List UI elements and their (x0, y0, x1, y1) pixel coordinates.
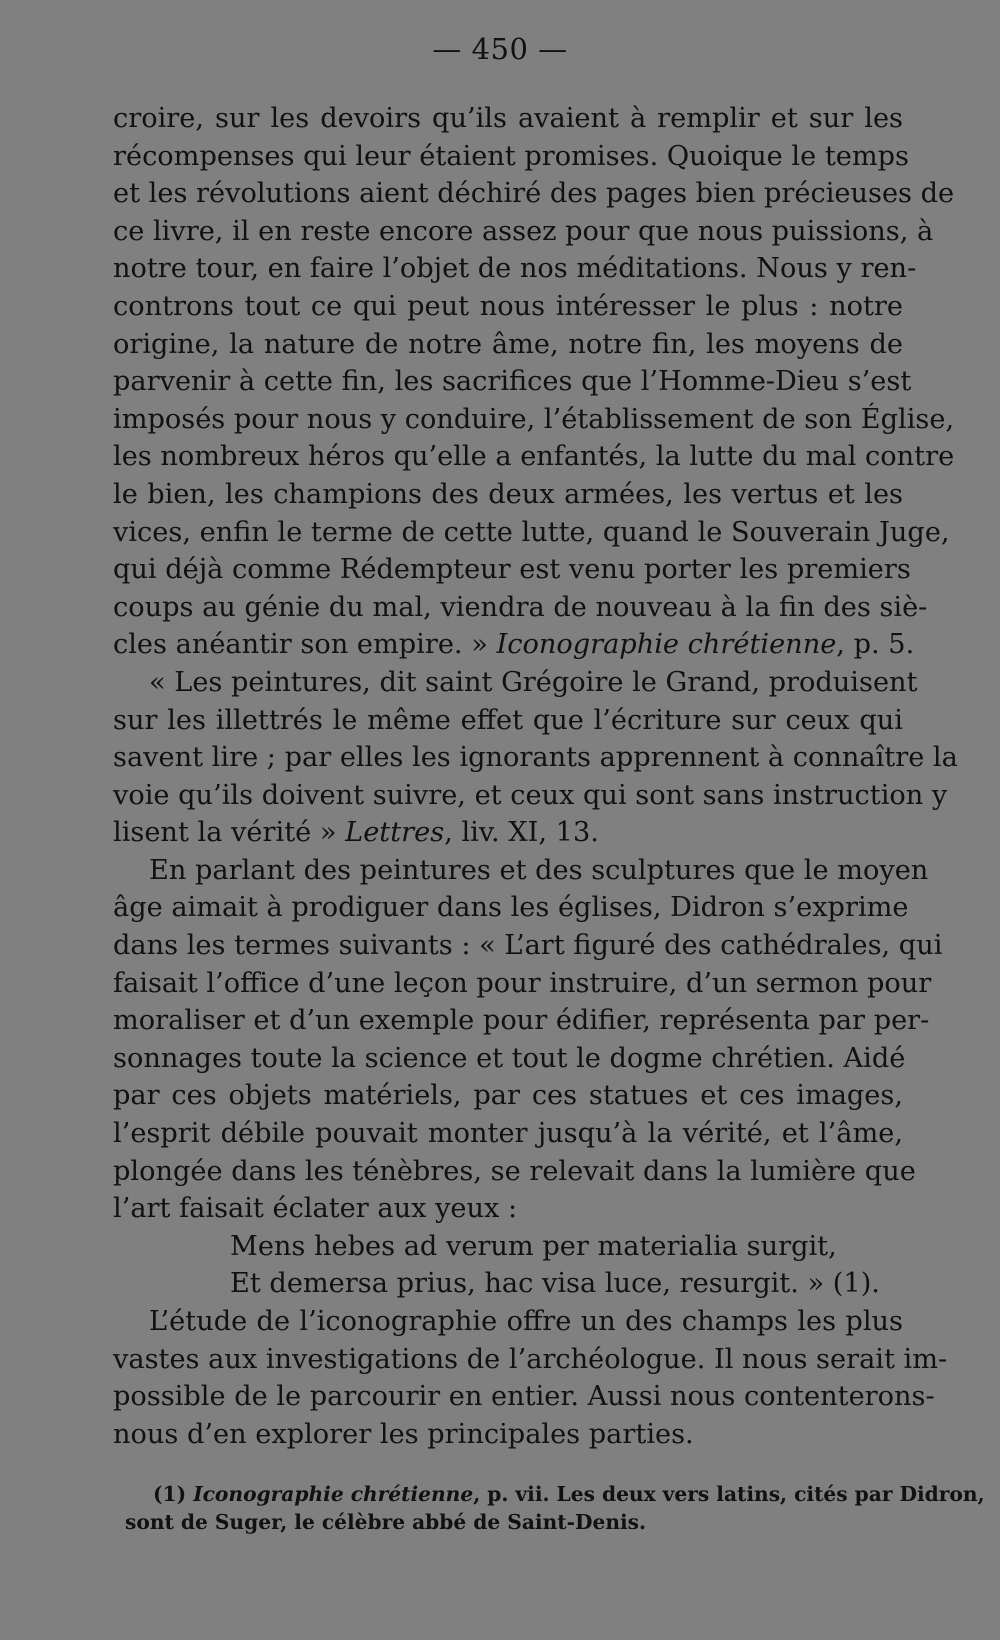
text-line: âge aimait à prodiguer dans les églises, Didron s’exprime (113, 892, 909, 924)
text-line: vastes aux investigations de l’archéologue. Il nous serait im- (113, 1343, 948, 1375)
text-line: dans les termes suivants : « L’art figuré des cathédrales, qui (113, 930, 943, 962)
text-line: imposés pour nous y conduire, l’établissement de son Église, (113, 403, 955, 435)
text-line: récompenses qui leur étaient promises. Quoique le temps (113, 140, 909, 172)
text-line: possible de le parcourir en entier. Aussi nous contenterons- (113, 1381, 935, 1413)
text-line: le bien, les champions des deux armées, les vertus et les (113, 478, 903, 510)
footnote-text: , p. vii. Les deux vers latins, cités par Didron, (473, 1482, 985, 1506)
text-line: et les révolutions aient déchiré des pages bien précieuses de (113, 178, 955, 210)
citation-title: Iconographie chrétienne (496, 629, 837, 661)
text-line: sur les illettrés le même effet que l’écriture sur ceux qui (113, 704, 903, 736)
page-number: — 450 — (432, 32, 568, 66)
text-line: moraliser et d’un exemple pour édifier, représenta par per- (113, 1005, 930, 1037)
citation-ref: , p. 5. (836, 629, 915, 661)
text-line: controns tout ce qui peut nous intéresser le plus : notre (113, 290, 903, 322)
text-line: notre tour, en faire l’objet de nos méditations. Nous y ren- (113, 253, 917, 285)
text-line: « Les peintures, dit saint Grégoire le Grand, produisent (149, 666, 918, 698)
text-line: l’art faisait éclater aux yeux : (113, 1193, 518, 1225)
text-line: ce livre, il en reste encore assez pour que nous puissions, à (113, 215, 934, 247)
text-line: voie qu’ils doivent suivre, et ceux qui sont sans instruction y (113, 779, 948, 811)
verse-line: Et demersa prius, hac visa luce, resurgit. » (1). (230, 1268, 880, 1300)
citation-ref: , liv. XI, 13. (444, 817, 599, 849)
text-line: origine, la nature de notre âme, notre fin, les moyens de (113, 328, 903, 360)
text-line: plongée dans les ténèbres, se relevait dans la lumière que (113, 1155, 916, 1187)
text-line: savent lire ; par elles les ignorants apprennent à connaître la (113, 742, 958, 774)
text-fragment: lisent la vérité » (113, 817, 346, 849)
text-line: par ces objets matériels, par ces statues et ces images, (113, 1080, 903, 1112)
text-line: parvenir à cette fin, les sacrifices que l’Homme-Dieu s’est (113, 366, 912, 398)
text-line: L’étude de l’iconographie offre un des champs les plus (149, 1306, 903, 1337)
text-line: les nombreux héros qu’elle a enfantés, la lutte du mal contre (113, 441, 955, 473)
footnote (125, 1480, 985, 1536)
text-line: coups au génie du mal, viendra de nouveau à la fin des siè- (113, 591, 928, 623)
text-fragment: cles anéantir son empire. » (113, 629, 497, 661)
footnote-line: sont de Suger, le célèbre abbé de Saint-Denis. (125, 1510, 647, 1534)
text-line: croire, sur les devoirs qu’ils avaient à remplir et sur les (113, 103, 903, 134)
text-line: sonnages toute la science et tout le dogme chrétien. Aidé (113, 1042, 906, 1074)
footnote-line (125, 1480, 985, 1508)
text-line: l’esprit débile pouvait monter jusqu’à la vérité, et l’âme, (113, 1118, 903, 1150)
text-line: En parlant des peintures et des sculptures que le moyen (149, 854, 929, 886)
text-line: vices, enfin le terme de cette lutte, quand le Souverain Juge, (113, 516, 950, 548)
text-line-with-citation (113, 814, 903, 852)
footnote-citation-title: Iconographie chrétienne (193, 1482, 474, 1506)
text-line: qui déjà comme Rédempteur est venu porter les premiers (113, 554, 911, 586)
body-text (113, 100, 958, 1453)
footnote-marker: (1) (153, 1482, 194, 1506)
citation-title: Lettres (345, 817, 445, 849)
text-line: faisait l’office d’une leçon pour instruire, d’un sermon pour (113, 967, 932, 999)
text-line-with-citation (113, 626, 915, 664)
text-line: nous d’en explorer les principales parties. (113, 1418, 694, 1450)
verse-line: Mens hebes ad verum per materialia surgit, (230, 1230, 837, 1262)
